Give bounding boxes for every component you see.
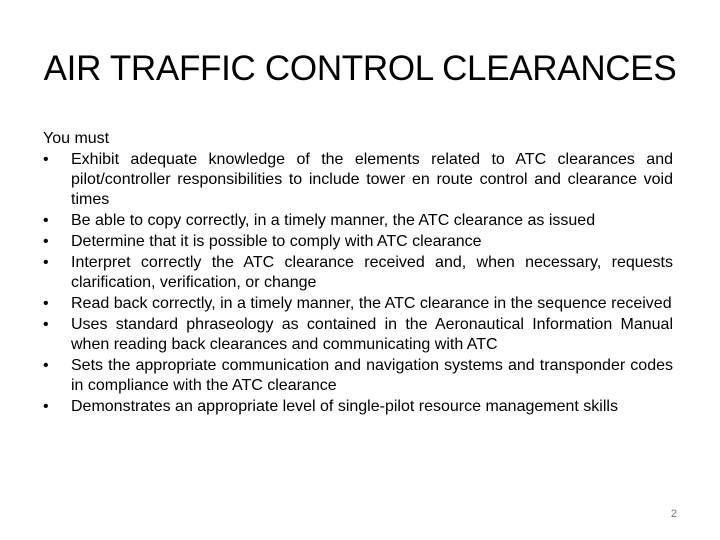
list-item <box>43 397 673 417</box>
list-item <box>43 356 673 396</box>
bullet-icon: • <box>43 212 49 229</box>
bullet-icon: • <box>43 316 49 333</box>
bullet-icon: • <box>43 295 49 312</box>
list-item <box>43 150 673 210</box>
bullet-icon: • <box>43 398 49 415</box>
bullet-text: Be able to copy correctly, in a timely manner, the ATC clearance as issued <box>71 212 596 229</box>
bullet-text: Exhibit adequate knowledge of the elements related to ATC clearances and pilot/controller responsibilities to include tower en route control and clearance void times <box>71 151 673 208</box>
bullet-text: Sets the appropriate communication and navigation systems and transponder codes in compliance with the ATC clearance <box>71 357 673 394</box>
list-item <box>43 211 673 231</box>
list-item <box>43 232 673 252</box>
bullet-text: Demonstrates an appropriate level of single-pilot resource management skills <box>71 398 618 415</box>
bullet-icon: • <box>43 233 49 250</box>
bullet-list <box>43 150 673 418</box>
page-number: 2 <box>670 508 677 520</box>
list-item <box>43 315 673 355</box>
bullet-icon: • <box>43 151 49 168</box>
bullet-text: Determine that it is possible to comply with ATC clearance <box>71 233 482 250</box>
slide-title: AIR TRAFFIC CONTROL CLEARANCES <box>43 49 677 88</box>
bullet-text: Read back correctly, in a timely manner, the ATC clearance in the sequence received <box>71 295 672 312</box>
intro-text: You must <box>43 130 110 147</box>
list-item <box>43 253 673 293</box>
bullet-text: Interpret correctly the ATC clearance received and, when necessary, requests clarification, verification, or change <box>71 254 673 291</box>
bullet-text: Uses standard phraseology as contained in the Aeronautical Information Manual when reading back clearances and communicating with ATC <box>71 316 673 353</box>
list-item <box>43 294 673 314</box>
bullet-icon: • <box>43 254 49 271</box>
bullet-icon: • <box>43 357 49 374</box>
